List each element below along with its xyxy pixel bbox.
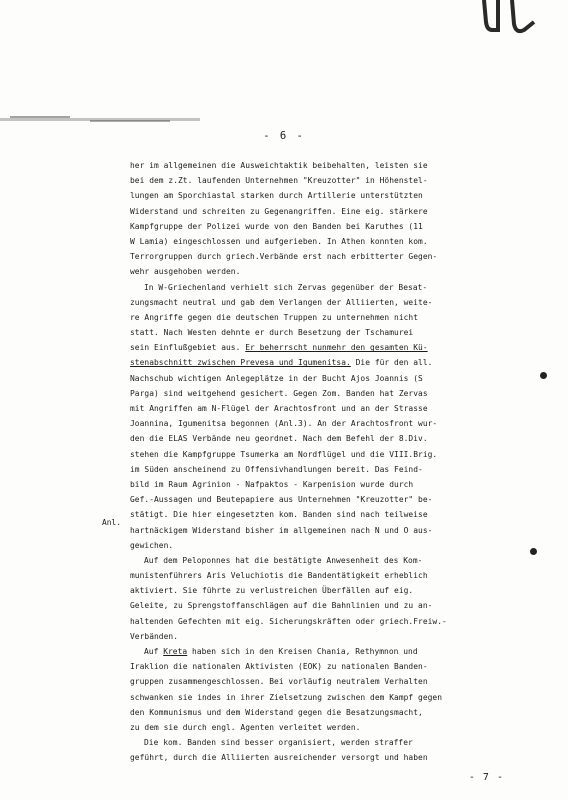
punch-hole [540, 372, 547, 379]
text-line: In W-Griechenland verhielt sich Zervas gegenüber der Besat- [144, 282, 428, 292]
text-line: bild im Raum Agrinion - Nafpaktos - Karpenision wurde durch [130, 479, 414, 489]
text-line: Kampfgruppe der Polizei wurde von den Banden bei Karuthes (11 [130, 221, 423, 231]
text-line: Gef.-Aussagen und Beutepapiere aus Unternehmen "Kreuzotter" be- [130, 495, 433, 505]
text-line: her im allgemeinen die Ausweichtaktik beibehalten, leisten sie [130, 161, 428, 170]
text-line: mit Angriffen am N-Flügel der Arachtosfront und an der Strasse [130, 404, 428, 413]
text-line: wehr ausgehoben werden. [130, 267, 241, 277]
text-line: gewichen. [130, 540, 174, 550]
text-line: zu dem sie durch engl. Agenten verleitet werden. [130, 722, 361, 732]
text-line: gruppen zusammengeschlossen. Bei vorläufig neutralem Verhalten [130, 677, 428, 687]
text-line: den die ELAS Verbände neu geordnet. Nach dem Befehl der 8.Div. [130, 434, 428, 444]
text-line: stätigt. Die hier eingesetzten kom. Banden sind nach teilweise [130, 510, 428, 520]
text-line: munistenführers Aris Veluchiotis die Bandentätigkeit erheblich [130, 571, 428, 581]
text-line: Verbänden. [130, 631, 179, 641]
text-line: Geleite, zu Sprengstoffanschlägen auf die Bahnlinien und zu an- [130, 601, 433, 611]
text-line: Terrorgruppen durch griech.Verbände erst nach erbitterter Gegen- [130, 252, 438, 262]
text-line: re Angriffe gegen die deutschen Truppen zu unternehmen nicht [130, 312, 419, 322]
text-line: W Lamia) eingeschlossen und aufgerieben. In Athen konnten kom. [130, 236, 428, 246]
text-line: Parga) sind weitgehend gesichert. Gegen Zom. Banden hat Zervas [130, 388, 428, 398]
text-line: Widerstand und schreiten zu Gegenangriffen. Eine eig. stärkere [130, 206, 428, 216]
text-line: den Kommunismus und dem Widerstand gegen die Besatzungsmacht, [130, 707, 423, 717]
punch-hole [530, 548, 537, 555]
page-number-bottom: - 7 - [468, 772, 504, 783]
text-line: Iraklion die nationalen Aktivisten (EOK) zu nationalen Banden- [130, 662, 428, 672]
underlined-text: Kreta [163, 647, 188, 656]
underlined-text: stenabschnitt zwischen Prevesa und Igumenitsa. [130, 358, 351, 368]
text-line: bei dem z.Zt. laufenden Unternehmen "Kreuzotter" in Höhenstel- [130, 176, 428, 186]
body-text [130, 158, 502, 766]
text-line: schwanken sie indes in ihrer Zielsetzung zwischen dem Kampf gegen [130, 692, 443, 702]
text-line: Die kom. Banden sind besser organisiert, werden straffer [144, 738, 413, 748]
text-line: geführt, durch die Alliierten ausreichender versorgt und haben [130, 753, 428, 763]
photocopy-corner-mark [478, 0, 540, 46]
text-line: aktiviert. Sie führte zu verlustreichen Überfällen auf eig. [130, 586, 414, 596]
text-line: lungen am Sporchiastal starken durch Artillerie unterstützten [130, 191, 423, 201]
text-line: Auf Kreta haben sich in den Kreisen Chania, Rethymnon und [144, 647, 418, 656]
text-line: Nachschub wichtigen Anlegeplätze in der Bucht Ajos Joannis (S [130, 373, 423, 383]
margin-note: Anl. [102, 518, 122, 527]
text-line: statt. Nach Westen dehnte er durch Besetzung der Tschamurei [130, 328, 414, 338]
text-line: stenabschnitt zwischen Prevesa und Igumenitsa. Die für den all. [130, 358, 433, 368]
text-line: haltenden Gefechten mit eig. Sicherungskräften oder griech.Freiw.- [130, 616, 447, 626]
text-line: im Süden anscheinend zu Offensivhandlungen bereit. Das Feind- [130, 464, 423, 474]
underlined-text: Er beherrscht nunmehr den gesamten Kü- [245, 343, 428, 353]
page-number-top: - 6 - [263, 130, 305, 142]
text-line: stehen die Kampfgruppe Tsumerka am Nordflügel und die VIII.Brig. [130, 449, 438, 459]
text-line: hartnäckigem Widerstand bisher im allgemeinen nach N und O aus- [130, 525, 433, 535]
text-line: zungsmacht neutral und gab dem Verlangen der Alliierten, weite- [130, 297, 433, 307]
text-line: sein Einflußgebiet aus. Er beherrscht nunmehr den gesamten Kü- [130, 343, 428, 353]
text-line: Joannina, Igumenitsa begonnen (Anl.3). An der Arachtosfront wur- [130, 419, 438, 429]
text-line: Auf dem Peloponnes hat die bestätigte Anwesenheit des Kom- [144, 555, 423, 565]
